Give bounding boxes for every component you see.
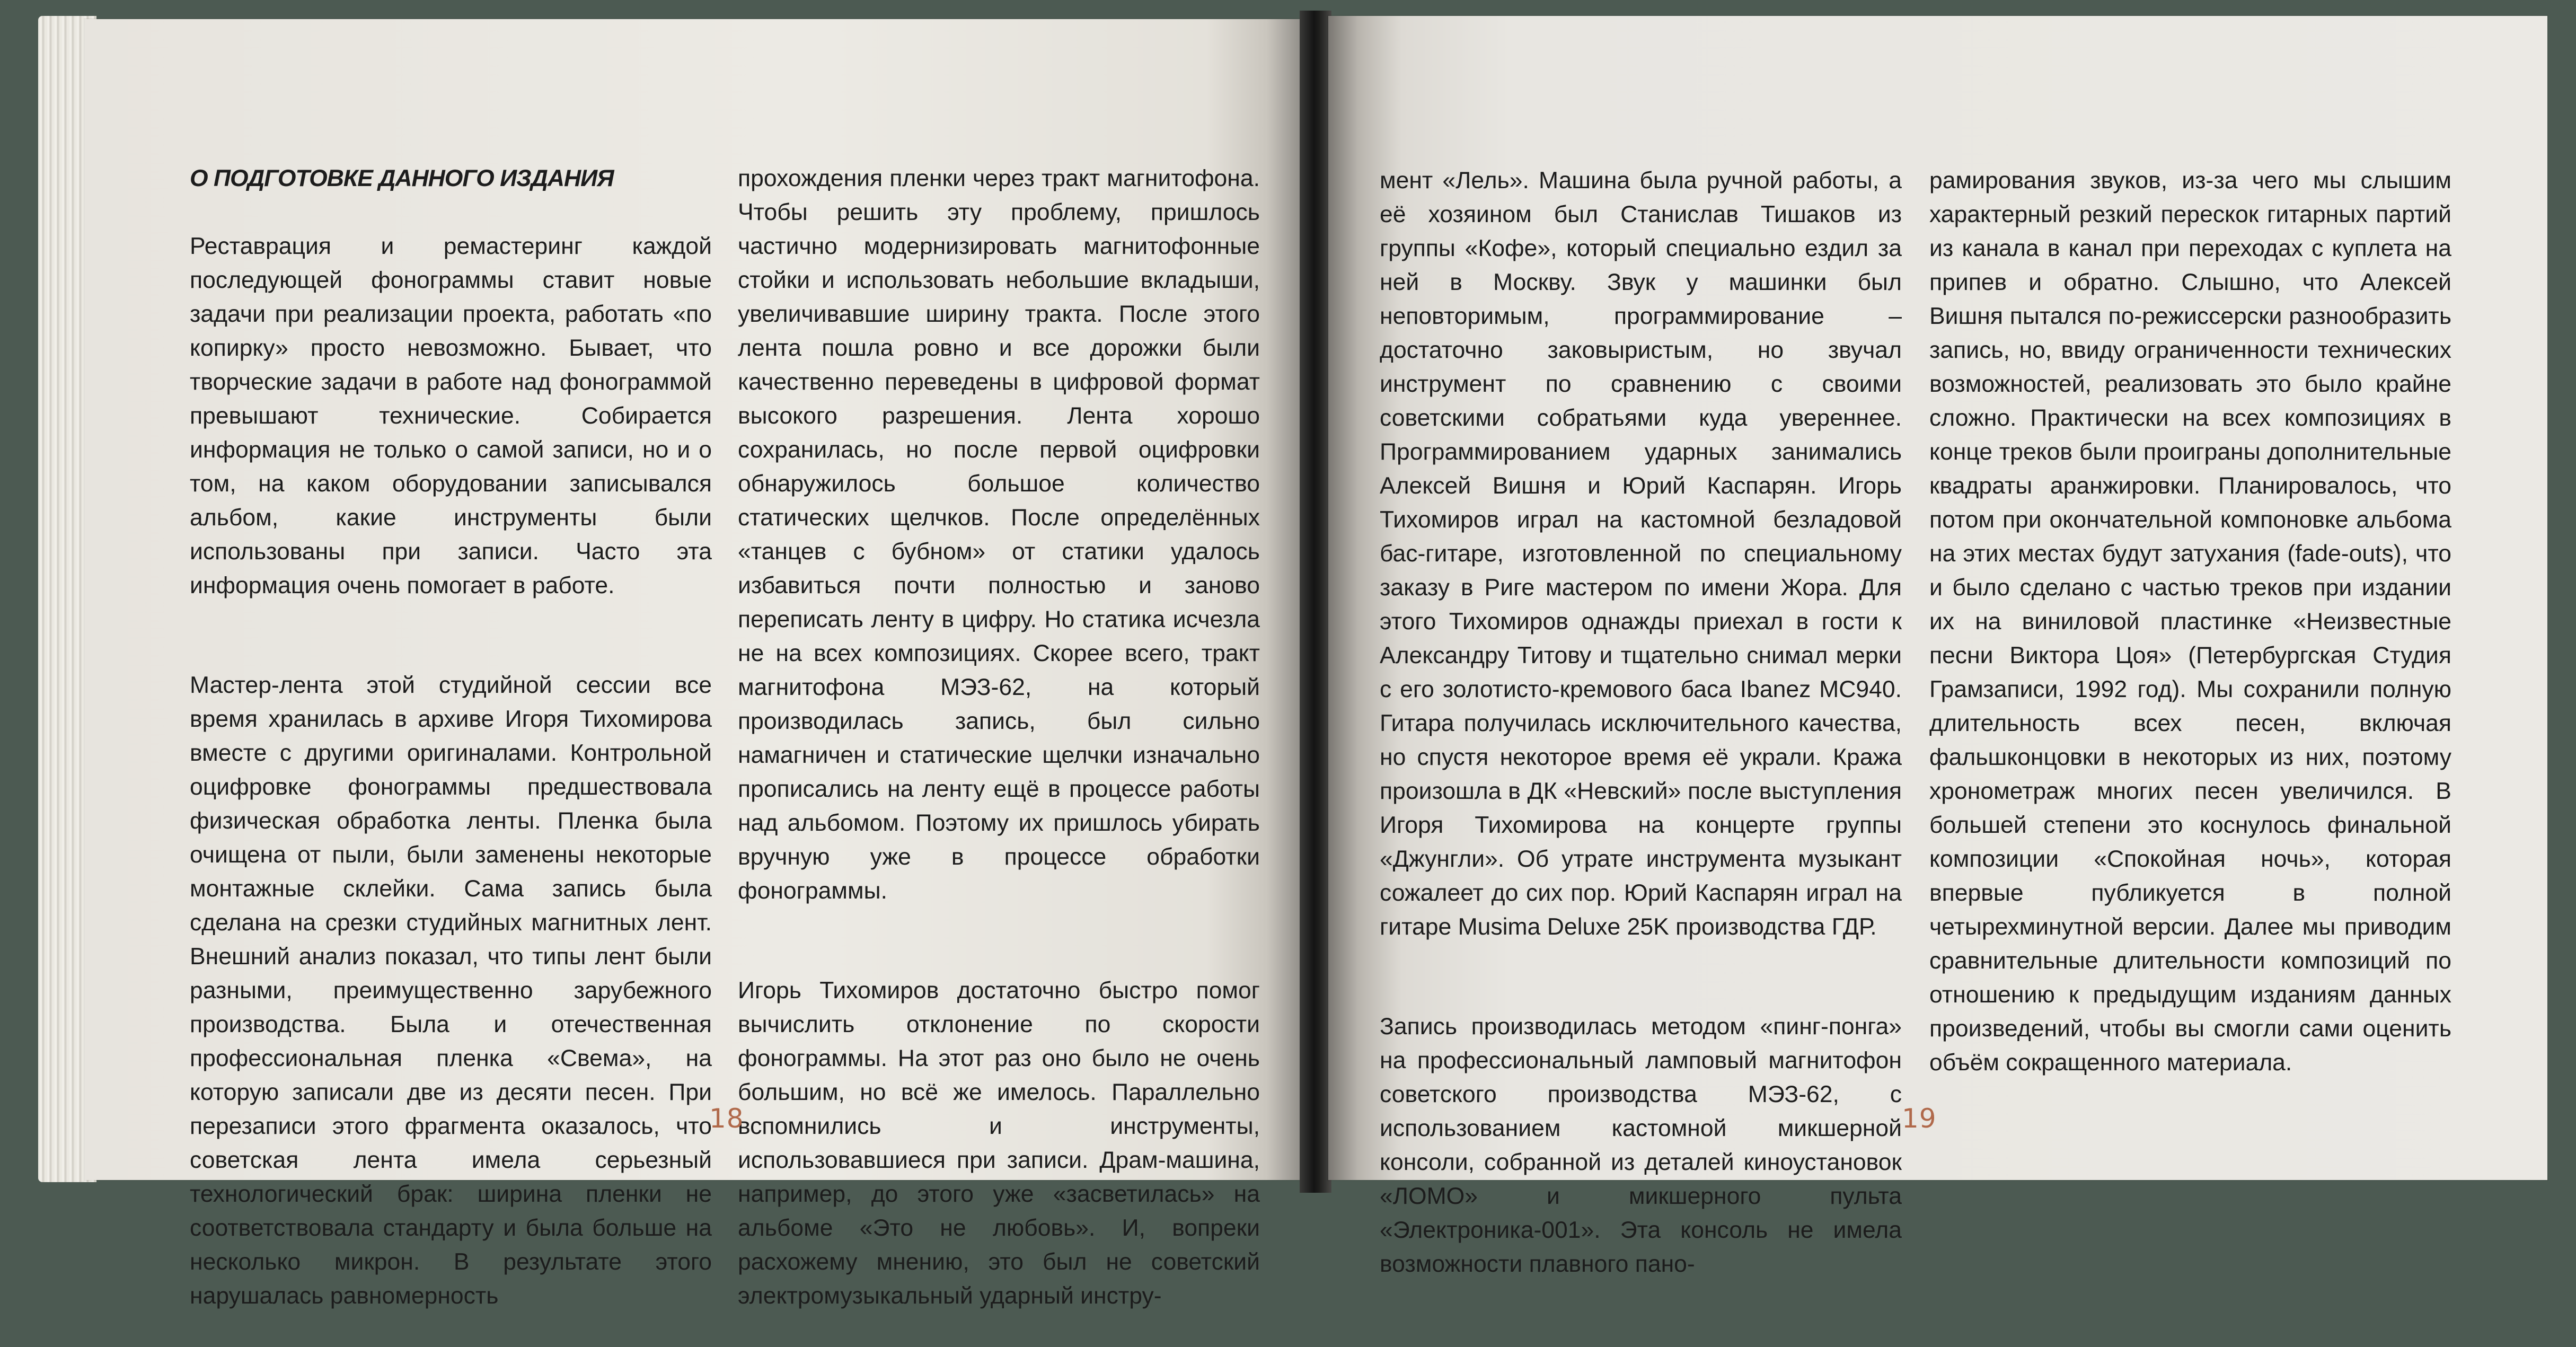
paragraph: Запись производилась методом «пинг-понга» на профессиональный ламповый магнитофон советского производства МЭЗ-62, с использованием кастомной микшерной консоли, собранной из деталей киноустановок «ЛОМО» и микшерного пульта «Электроника-001». Эта консоль не имела возможности плавного пано-: [1380, 1014, 1902, 1277]
section-heading: О ПОДГОТОВКЕ ДАННОГО ИЗДАНИЯ: [190, 165, 614, 191]
page-19-column-2: [1929, 130, 2451, 1114]
paragraph: рамирования звуков, из-за чего мы слышим характерный резкий перескок гитарных партий из канала в канал при переходах с куплета на припев и обратно. Слышно, что Алексей Вишня пытался по-режиссерски разнообразить запись, но, ввиду ограниченности технических возможностей, реализовать это было крайне сложно. Практически на всех композициях в конце треков были проиграны дополнительные квадраты аранжировки. Планировалось, что потом при окончательной компоновке альбома на этих местах будут затухания (fade-outs), что и было сделано с частью треков при издании их на виниловой пластинке «Неизвестные песни Виктора Цоя» (Петербургская Студия Грамзаписи, 1992 год). Мы сохранили полную длительность всех песен, включая фальшконцовки в некоторых из них, поэтому хронометраж многих песен увеличился. В большей степени это коснулось финальной композиции «Спокойная ночь», которая впервые публикуется в полной четырехминутной версии. Далее мы приводим сравнительные длительности композиций по отношению к предыдущим изданиям данных произведений, чтобы вы смогли сами оценить объём сокращенного материала.: [1929, 168, 2451, 1076]
page-19: [1328, 16, 2547, 1277]
page-18: [85, 19, 1304, 1309]
paragraph: Игорь Тихомиров достаточно быстро помог вычислить отклонение по скорости фонограммы. На этот раз оно было не очень большим, но всё же имелось. Параллельно вспомнились и инструменты, использовавшиеся при записи. Драм-машина, например, до этого уже «засветилась» на альбоме «Это не любовь». И, вопреки расхожему мнению, это был не советский электромузыкальный ударный инстру-: [738, 978, 1260, 1309]
page-number: 18: [709, 1103, 744, 1134]
page-18-column-2: [738, 128, 1260, 1347]
book-spine: [1300, 11, 1331, 1193]
paragraph: Реставрация и ремастеринг каждой последующей фонограммы ставит новые задачи при реализации проекта, работать «по копирку» просто невозможно. Бывает, что творческие задачи в работе над фонограммой превышают технические. Собирается информация не только о самой записи, но и о том, на каком оборудовании записывался альбом, какие инструменты были использованы при записи. Часто эта информация очень помогает в работе.: [190, 233, 712, 598]
paragraph: мент «Лель». Машина была ручной работы, а её хозяином был Станислав Тишаков из группы «Кофе», который специально ездил за ней в Москву. Звук у машинки был неповторимым, программирование – достаточно заковыристым, но звучал инструмент по сравнению с своими советскими собратьями куда увереннее. Программированием ударных занимались Алексей Вишня и Юрий Каспарян. Игорь Тихомиров играл на кастомной безладовой бас-гитаре, изготовленной по специальному заказу в Риге мастером по имени Жора. Для этого Тихомиров однажды приехал в гости к Александру Титову и тщательно снимал мерки с его золотисто-кремового баса Ibanez MC940. Гитара получилась исключительного качества, но спустя некоторое время её украли. Кража произошла в ДК «Невский» после выступления Игоря Тихомирова на концерте группы «Джунгли». Об утрате инструмента музыкант сожалеет до сих пор. Юрий Каспарян играл на гитаре Musima Deluxe 25K производства ГДР.: [1380, 168, 1902, 940]
page-18-column-1: [190, 128, 712, 1347]
paragraph: Мастер-лента этой студийной сессии все время хранилась в архиве Игоря Тихомирова вместе с другими оригиналами. Контрольной оцифровке фонограммы предшествовала физическая обработка ленты. Пленка была очищена от пыли, были заменены некоторые монтажные склейки. Сама запись была сделана на срезки студийных магнитных лент. Внешний анализ показал, что типы лент были разными, преимущественно зарубежного производства. Была и отечественная профессиональная пленка «Свема», на которую записали две из десяти песен. При перезаписи этого фрагмента оказалось, что советская лента имела серьезный технологический брак: ширина пленки не соответствовала стандарту и была больше на несколько микрон. В результате этого нарушалась равномерность: [190, 672, 712, 1309]
page-19-column-1: [1380, 130, 1902, 1315]
paragraph: прохождения пленки через тракт магнитофона. Чтобы решить эту проблему, пришлось частично модернизировать магнитофонные стойки и использовать небольшие вкладыши, увеличивавшие ширину тракта. После этого лента пошла ровно и все дорожки были качественно переведены в цифровой формат высокого разрешения. Лента хорошо сохранилась, но после первой оцифровки обнаружилось большое количество статических щелчков. После определённых «танцев с бубном» от статики удалось избавиться почти полностью и заново переписать ленту в цифру. Но статика исчезла не на всех композициях. Скорее всего, тракт магнитофона МЭЗ-62, на который производилась запись, был сильно намагничен и статические щелчки изначально прописались на ленту ещё в процессе работы над альбомом. Поэтому их пришлось убирать вручную уже в процессе обработки фонограммы.: [738, 165, 1260, 904]
page-number: 19: [1902, 1103, 1937, 1134]
